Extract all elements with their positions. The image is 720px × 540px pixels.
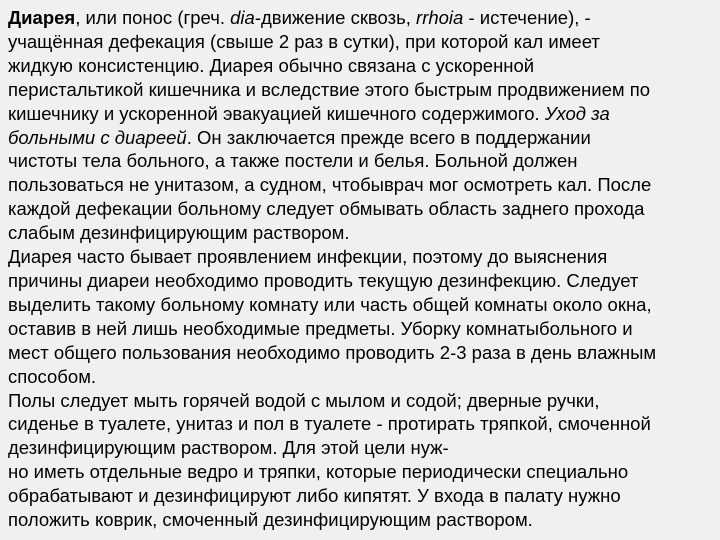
text-run: -движение сквозь, xyxy=(254,7,417,28)
text-run: жидкую консистенцию. Диарея обычно связана с ускоренной xyxy=(8,54,535,76)
text-run: способом. xyxy=(8,365,97,387)
text-line xyxy=(8,341,712,365)
text-line xyxy=(8,6,712,30)
text-line xyxy=(8,149,712,173)
document-text xyxy=(8,6,712,532)
text-line xyxy=(8,126,712,150)
paragraph xyxy=(8,389,712,532)
text-run: Полы следует мыть горячей водой с мылом и содой; дверные ручки, xyxy=(8,389,600,411)
text-line xyxy=(8,484,712,508)
text-run: выделить такому больному комнату или часть общей комнаты около окна, xyxy=(8,293,652,315)
term-italic: больными с диареей xyxy=(8,126,187,148)
text-run: пользоваться не унитазом, а судном, чтобыврач мог осмотреть кал. После xyxy=(8,174,652,196)
paragraph xyxy=(8,245,712,388)
text-line xyxy=(8,389,712,413)
text-line xyxy=(8,293,712,317)
term-bold: Диарея xyxy=(8,7,76,28)
text-line xyxy=(8,54,712,78)
text-run: сиденье в туалете, унитаз и пол в туалете - протирать тряпкой, смоченной xyxy=(8,413,651,435)
text-run: чистоты тела больного, а также постели и белья. Больной должен xyxy=(8,150,578,172)
text-line xyxy=(8,317,712,341)
text-line xyxy=(8,173,712,197)
text-run: - истечение), - xyxy=(463,7,591,28)
text-line xyxy=(8,30,712,54)
text-run: обрабатывают и дезинфицируют либо кипятят. У входа в палату нужно xyxy=(8,485,621,507)
text-line xyxy=(8,269,712,293)
text-run: . Он заключается прежде всего в поддержании xyxy=(186,126,591,148)
text-line xyxy=(8,460,712,484)
text-run: мест общего пользования необходимо проводить 2-3 раза в день влажным xyxy=(8,341,657,363)
text-run: каждой дефекации больному следует обмывать область заднего прохода xyxy=(8,198,645,220)
text-run: , или понос (греч. xyxy=(75,7,231,28)
text-line xyxy=(8,412,712,436)
text-line xyxy=(8,365,712,389)
text-run: Диарея часто бывает проявлением инфекции, поэтому до выяснения xyxy=(8,246,608,268)
term-italic: rrhoia xyxy=(416,7,464,28)
text-run: перистальтикой кишечника и вследствие этого быстрым продвижением по xyxy=(8,78,651,100)
text-line xyxy=(8,436,712,460)
text-line xyxy=(8,102,712,126)
text-line xyxy=(8,245,712,269)
text-run: учащённая дефекация (свыше 2 раз в сутки), при которой кал имеет xyxy=(8,30,600,52)
text-run: кишечнику и ускоренной эвакуацией кишечного содержимого. xyxy=(8,102,545,124)
term-italic: Уход за xyxy=(544,102,610,124)
term-italic: dia xyxy=(230,7,255,28)
text-line xyxy=(8,508,712,532)
text-line xyxy=(8,221,712,245)
text-run: причины диареи необходимо проводить текущую дезинфекцию. Следует xyxy=(8,269,639,291)
text-run: но иметь отдельные ведро и тряпки, которые периодически специально xyxy=(8,461,629,483)
text-run: положить коврик, смоченный дезинфицирующим раствором. xyxy=(8,509,533,531)
text-line xyxy=(8,197,712,221)
paragraph xyxy=(8,6,712,245)
text-run: дезинфицирующим раствором. Для этой цели нуж- xyxy=(8,437,449,459)
text-line xyxy=(8,78,712,102)
text-run: оставив в ней лишь необходимые предметы. Уборку комнатыбольного и xyxy=(8,317,633,339)
text-run: слабым дезинфицирующим раствором. xyxy=(8,222,350,244)
